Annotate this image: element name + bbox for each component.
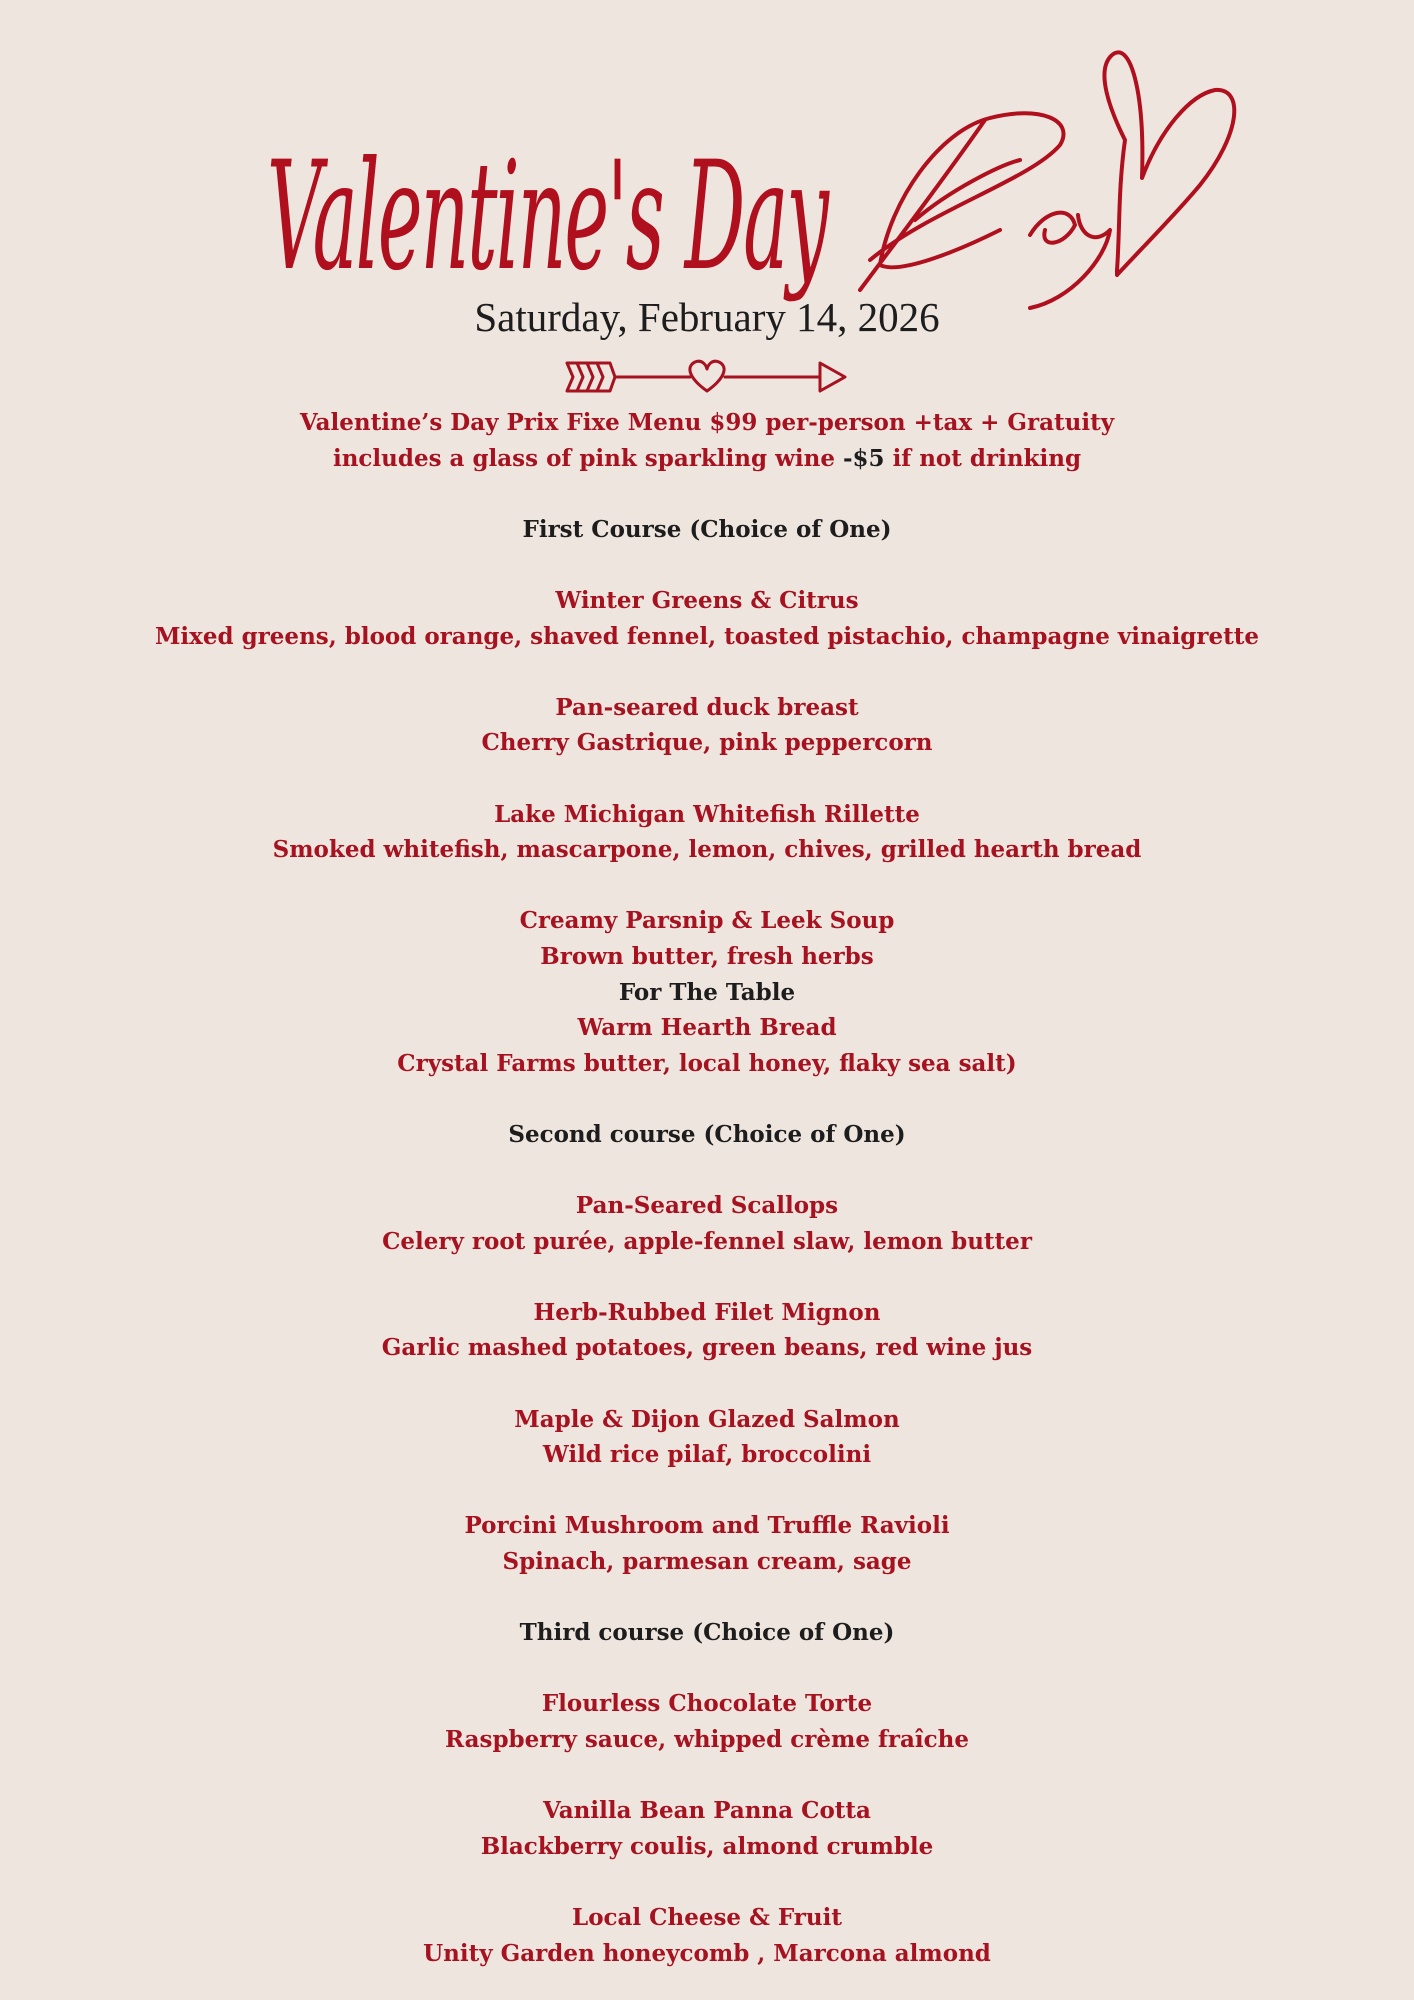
dish-name: Local Cheese & Fruit — [572, 1903, 842, 1931]
dish-description: Raspberry sauce, whipped crème fraîche — [444, 1725, 969, 1753]
intro-line-2: includes a glass of pink sparkling wine -$5 if not drinking — [332, 444, 1082, 472]
dish-description: Garlic mashed potatoes, green beans, red wine jus — [381, 1334, 1033, 1362]
menu-content — [0, 405, 1414, 1971]
dish-description: Cherry Gastrique, pink peppercorn — [481, 729, 933, 757]
dish-name: Pan-Seared Scallops — [575, 1192, 839, 1220]
event-date: Saturday, February 14, 2026 — [474, 294, 940, 340]
third-course-heading: Third course (Choice of One) — [519, 1619, 895, 1647]
dish-description: Mixed greens, blood orange, shaved fennel, toasted pistachio, champagne vinaigrette — [154, 622, 1260, 650]
title-script: Valentine's Day — [267, 130, 831, 304]
dish-name: Maple & Dijon Glazed Salmon — [514, 1405, 900, 1433]
dish-description: Blackberry coulis, almond crumble — [480, 1832, 934, 1860]
title-script-art — [0, 0, 1414, 330]
dish-name: Herb-Rubbed Filet Mignon — [533, 1298, 881, 1326]
second-course-heading: Second course (Choice of One) — [508, 1120, 906, 1148]
dish-description: Brown butter, fresh herbs — [540, 942, 874, 970]
arrow-heart-divider — [565, 357, 855, 397]
dish-name: Creamy Parsnip & Leek Soup — [519, 907, 895, 935]
arrow-head-icon — [820, 363, 845, 391]
dish-name: Lake Michigan Whitefish Rillette — [494, 800, 920, 828]
dish-name: Winter Greens & Citrus — [555, 586, 859, 614]
dish-name: Warm Hearth Bread — [577, 1014, 837, 1042]
dish-name: Porcini Mushroom and Truffle Ravioli — [464, 1512, 950, 1540]
arrow-fletching-icon — [567, 363, 615, 391]
dish-description: Unity Garden honeycomb , Marcona almond — [423, 1939, 991, 1967]
dish-name: Vanilla Bean Panna Cotta — [543, 1797, 871, 1825]
dish-description: Celery root purée, apple-fennel slaw, lemon butter — [382, 1227, 1032, 1255]
heart-flourish — [1104, 52, 1234, 275]
dish-name: Flourless Chocolate Torte — [541, 1690, 873, 1718]
dish-description: Wild rice pilaf, broccolini — [542, 1441, 872, 1469]
heart-icon — [690, 361, 724, 391]
dish-description: Smoked whitefish, mascarpone, lemon, chives, grilled hearth bread — [272, 836, 1142, 864]
first-course-heading: First Course (Choice of One) — [522, 515, 892, 543]
dish-description: Spinach, parmesan cream, sage — [502, 1548, 912, 1575]
dish-name: Pan-seared duck breast — [555, 693, 859, 721]
intro-line-1: Valentine’s Day Prix Fixe Menu $99 per-person +tax + Gratuity — [299, 409, 1115, 436]
dish-description: Crystal Farms butter, local honey, flaky sea salt) — [397, 1049, 1017, 1077]
for-the-table-heading: For The Table — [618, 978, 796, 1006]
